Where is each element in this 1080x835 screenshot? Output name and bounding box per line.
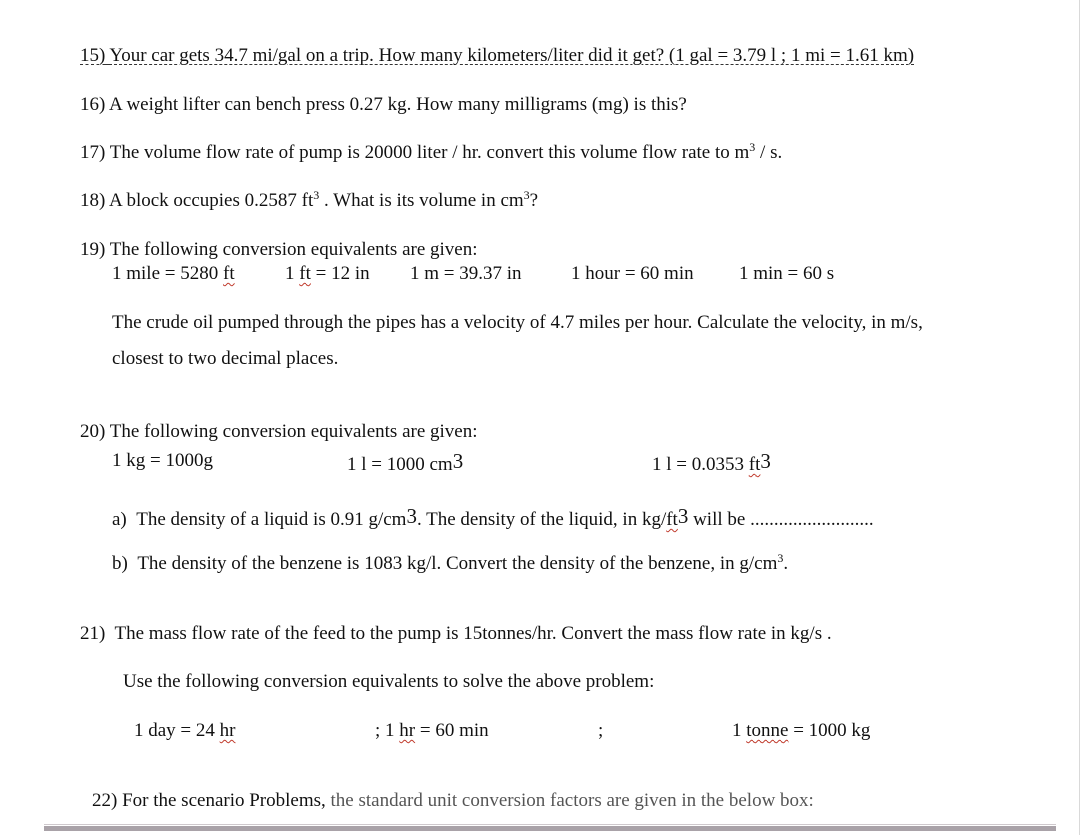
equivalent-text: 1 — [285, 263, 300, 284]
superscript: 3 — [749, 140, 756, 154]
q20-part-b — [112, 553, 788, 575]
part-text-end: . — [783, 553, 789, 574]
q19-equivalent-1 — [112, 263, 235, 285]
question-22 — [92, 790, 814, 812]
equivalent-text: 1 mile = 5280 — [112, 263, 223, 284]
question-18-number: 18) — [80, 190, 106, 211]
question-20-intro: The following conversion equivalents are given: — [109, 421, 478, 442]
question-19-number: 19) — [80, 239, 106, 260]
question-15 — [80, 45, 914, 67]
part-text: The density of a liquid is 0.91 g/cm — [136, 509, 407, 530]
question-16-number: 16) — [80, 94, 106, 115]
question-16-text: A weight lifter can bench press 0.27 kg. How many milligrams (mg) is this? — [109, 94, 687, 115]
equivalent-text-end: = 1000 kg — [788, 720, 871, 741]
superscript: 3 — [313, 188, 320, 202]
question-19 — [80, 239, 478, 261]
question-18-text-end: ? — [529, 190, 539, 211]
question-15-number: 15) — [80, 45, 106, 66]
question-17-text-end: / s. — [755, 142, 783, 163]
equivalent-unit: hr — [399, 720, 416, 741]
question-15-text: Your car gets 34.7 mi/gal on a trip. How many kilometers/liter did it get? (1 gal = 3.79 l ; 1 mi = 1.61 km) — [109, 45, 915, 66]
footer-rule — [44, 826, 1056, 831]
q20-part-a — [112, 505, 874, 531]
q21-use-instructions: Use the following conversion equivalents to solve the above problem: — [123, 671, 655, 692]
question-20-number: 20) — [80, 421, 106, 442]
equivalent-text-end: = 60 min — [415, 720, 489, 741]
equivalent-text: 1 l = 0.0353 — [652, 454, 749, 475]
equivalent-text: 1 l = 1000 cm — [347, 454, 453, 475]
question-19-intro: The following conversion equivalents are given: — [109, 239, 478, 260]
equivalent-unit: ft — [299, 263, 311, 284]
equivalent-unit: ft — [223, 263, 235, 284]
q19-equivalent-5: 1 min = 60 s — [739, 263, 835, 284]
superscript: 3 — [406, 504, 417, 528]
question-21 — [80, 623, 832, 645]
q20-equivalent-1: 1 kg = 1000g — [112, 450, 213, 471]
part-label: b) — [112, 553, 128, 574]
question-22-text-a: For the scenario Problems, — [122, 790, 331, 811]
q19-equivalent-2 — [285, 263, 370, 285]
part-text: The density of the benzene is 1083 kg/l. Convert the density of the benzene, in g/cm — [137, 553, 778, 574]
part-text-end: will be .......................... — [688, 509, 874, 530]
question-17-number: 17) — [80, 142, 106, 163]
superscript: 3 — [452, 449, 464, 473]
q20-equivalent-3 — [652, 450, 771, 476]
part-unit: ft — [666, 509, 678, 530]
footer-rule-highlight — [44, 824, 1056, 825]
question-17 — [80, 142, 782, 164]
superscript: 3 — [760, 449, 771, 473]
superscript: 3 — [677, 504, 689, 528]
q19-equivalent-4: 1 hour = 60 min — [571, 263, 694, 284]
part-label: a) — [112, 509, 127, 530]
q21-equivalent-1 — [134, 720, 235, 742]
q19-body-line-1: The crude oil pumped through the pipes has a velocity of 4.7 miles per hour. Calculate the velocity, in m/s, — [112, 312, 923, 333]
equivalent-text: ; 1 — [375, 720, 400, 741]
q19-body-line-2: closest to two decimal places. — [112, 348, 339, 369]
equivalent-text-end: = 12 in — [310, 263, 370, 284]
superscript: 3 — [777, 551, 784, 565]
question-17-text: The volume flow rate of pump is 20000 liter / hr. convert this volume flow rate to m — [109, 142, 750, 163]
part-text-mid: . The density of the liquid, in kg/ — [416, 509, 667, 530]
question-20 — [80, 421, 478, 443]
equivalent-text: 1 day = 24 — [134, 720, 220, 741]
question-22-text-b: the standard unit conversion factors are given in the below box: — [330, 790, 814, 811]
superscript: 3 — [523, 188, 530, 202]
question-18-text: A block occupies 0.2587 ft — [109, 190, 314, 211]
q21-equivalent-3 — [732, 720, 870, 742]
question-18 — [80, 190, 538, 212]
question-16 — [80, 94, 687, 116]
question-22-number: 22) — [92, 790, 118, 811]
q21-separator: ; — [598, 720, 604, 741]
question-21-number: 21) — [80, 623, 106, 644]
equivalent-unit: hr — [219, 720, 236, 741]
q20-equivalent-2 — [347, 450, 463, 476]
q19-equivalent-3: 1 m = 39.37 in — [410, 263, 522, 284]
question-18-text-mid: . What is its volume in cm — [319, 190, 524, 211]
equivalent-text: 1 — [732, 720, 747, 741]
question-21-text: The mass flow rate of the feed to the pump is 15tonnes/hr. Convert the mass flow rate in kg/s . — [114, 623, 832, 644]
equivalent-unit: tonne — [746, 720, 789, 741]
q21-equivalent-2 — [375, 720, 489, 742]
equivalent-unit: ft — [748, 454, 761, 475]
